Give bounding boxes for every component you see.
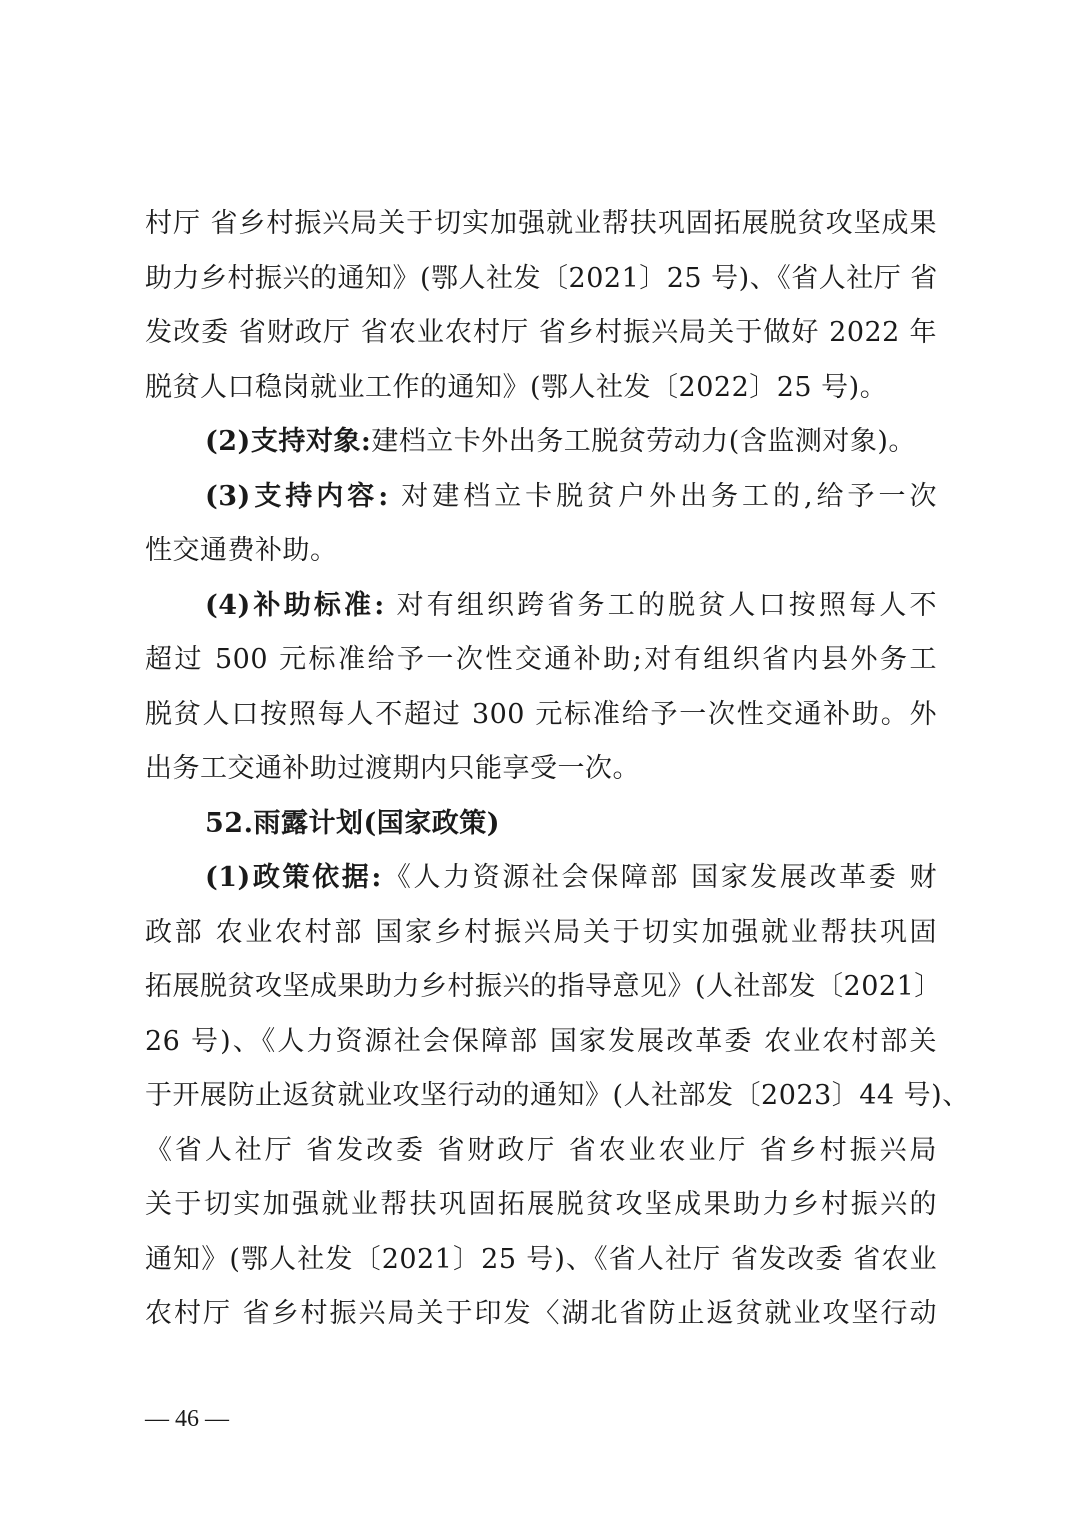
line-text: 出务工交通补助过渡期内只能享受一次。	[145, 753, 640, 784]
text-line	[145, 906, 937, 961]
text-line	[145, 742, 937, 797]
item-support-target	[145, 415, 937, 470]
text-line	[145, 1287, 937, 1342]
line-text: 对建档立卡脱贫户外出务工的,给予一次	[401, 480, 937, 512]
text-line	[145, 197, 937, 252]
item-subsidy-standard	[145, 579, 937, 634]
line-text: 村厅 省乡村振兴局关于切实加强就业帮扶巩固拓展脱贫攻坚成果	[145, 208, 937, 239]
text-line	[145, 1015, 937, 1070]
item-support-content	[145, 470, 937, 525]
line-text: 于开展防止返贫就业攻坚行动的通知》(人社部发〔2023〕44 号)、	[145, 1080, 970, 1111]
item-label: (1)政策依据:	[205, 862, 382, 893]
page-number: — 46 —	[145, 1406, 229, 1432]
item-label: (3)支持内容:	[205, 480, 389, 512]
item-policy-basis	[145, 851, 937, 906]
line-text: 助力乡村振兴的通知》(鄂人社发〔2021〕25 号)、《省人社厅 省	[145, 262, 938, 294]
line-text: 关于切实加强就业帮扶巩固拓展脱贫攻坚成果助力乡村振兴的	[145, 1189, 937, 1220]
section-heading	[145, 797, 937, 852]
line-text: 政部 农业农村部 国家乡村振兴局关于切实加强就业帮扶巩固	[145, 916, 937, 948]
line-text: 超过 500 元标准给予一次性交通补助;对有组织省内县外务工	[145, 644, 937, 675]
text-line	[145, 633, 937, 688]
text-line	[145, 1124, 937, 1179]
line-text: 拓展脱贫攻坚成果助力乡村振兴的指导意见》(人社部发〔2021〕	[145, 971, 942, 1002]
text-line	[145, 960, 942, 1015]
line-text: 对有组织跨省务工的脱贫人口按照每人不	[396, 589, 937, 621]
text-line	[145, 306, 937, 361]
line-text: 通知》(鄂人社发〔2021〕25 号)、《省人社厅 省发改委 省农业	[145, 1243, 937, 1275]
text-line	[145, 1069, 970, 1124]
text-line	[145, 688, 937, 743]
item-label: (2)支持对象:	[205, 426, 372, 457]
line-text: 发改委 省财政厅 省农业农村厅 省乡村振兴局关于做好 2022 年	[145, 317, 937, 348]
text-line	[145, 1178, 937, 1233]
line-text: 农村厅 省乡村振兴局关于印发〈湖北省防止返贫就业攻坚行动	[145, 1298, 937, 1329]
line-text: 脱贫人口稳岗就业工作的通知》(鄂人社发〔2022〕25 号)。	[145, 371, 888, 403]
line-text: 脱贫人口按照每人不超过 300 元标准给予一次性交通补助。外	[145, 698, 937, 730]
text-line	[145, 524, 937, 579]
line-text: 性交通费补助。	[145, 535, 338, 566]
text-line	[145, 1233, 937, 1288]
item-label: (4)补助标准:	[205, 589, 385, 621]
line-text: 26 号)、《人力资源社会保障部 国家发展改革委 农业农村部关	[145, 1025, 937, 1057]
line-text: 《人力资源社会保障部 国家发展改革委 财	[381, 862, 937, 893]
body-text	[145, 197, 970, 1342]
line-text: 《省人社厅 省发改委 省财政厅 省农业农业厅 省乡村振兴局	[145, 1134, 937, 1166]
line-text: 建档立卡外出务工脱贫劳动力(含监测对象)。	[371, 426, 916, 457]
text-line	[145, 361, 937, 416]
heading-text: 52.雨露计划(国家政策)	[205, 807, 501, 839]
text-line	[145, 252, 937, 307]
